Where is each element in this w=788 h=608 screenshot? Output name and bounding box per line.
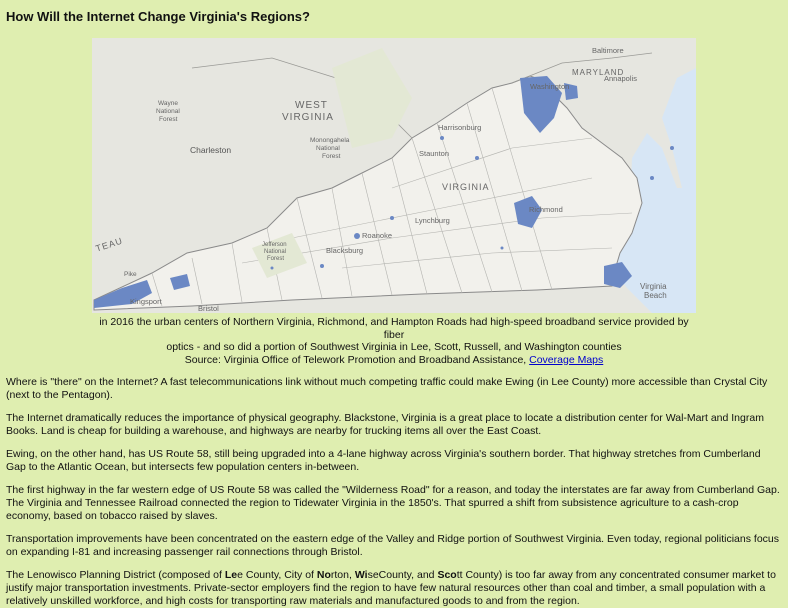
caption-source: Source: Virginia Office of Telework Promotion and Broadband Assistance,: [184, 353, 527, 366]
label-charleston: Charleston: [190, 145, 232, 155]
label-staunton: Staunton: [419, 149, 450, 158]
label-jefferson-1: Jefferson: [262, 242, 287, 248]
label-monongahela-2: National: [316, 145, 340, 152]
paragraph-6-text: e County, City of: [237, 569, 317, 581]
lee-abbrev: Le: [224, 569, 238, 581]
label-lynchburg: Lynchburg: [415, 216, 450, 225]
label-monongahela-3: Forest: [322, 153, 341, 160]
page-title: How Will the Internet Change Virginia's Regions?: [6, 9, 310, 24]
label-richmond: Richmond: [529, 205, 563, 214]
wise-abbrev: Wi: [354, 569, 368, 581]
paragraph-4: The first highway in the far western edge of US Route 58 was called the "Wilderness Road" for a reason, and today the interstates are far away from Cumberland Gap. The Virginia and Tennessee Railroad connected the region to Tidewater Virginia in the 1850's. That spurred a shift from subsistence agriculture to a cash-crop economy, based on tobacco raised by slaves.: [6, 484, 780, 522]
label-virginia-beach-2: Beach: [644, 291, 667, 300]
label-jefferson-3: Forest: [267, 256, 285, 262]
label-roanoke: Roanoke: [362, 231, 393, 240]
norton-abbrev: No: [316, 569, 331, 581]
label-jefferson-2: National: [264, 249, 287, 255]
paragraph-5: Transportation improvements have been concentrated on the eastern edge of the Valley and Ridge portion of Southwest Virginia. Even today, regional politicians focus on expanding I-81 and increasing passenger rail connections through Bristol.: [6, 533, 780, 558]
label-virginia-beach-1: Virginia: [640, 282, 667, 291]
scott-abbrev: Sco: [437, 569, 457, 581]
paragraph-6-text: The Lenowisco Planning District (composed of: [6, 569, 225, 581]
caption-line-2: optics - and so did a portion of Southwest Virginia in Lee, Scott, Russell, and Washington counties: [166, 341, 622, 353]
paragraph-3: Ewing, on the other hand, has US Route 58, still being upgraded into a 4-lane highway across Virginia's southern border. That highway stretches from Cumberland Gap to the Atlantic Ocean, but intersects few population centers in-between.: [6, 448, 761, 473]
label-washington: Washington: [530, 82, 570, 91]
coverage-maps-link[interactable]: Coverage Maps: [529, 353, 604, 366]
label-maryland: MARYLAND: [572, 68, 625, 77]
label-kingsport: Kingsport: [130, 297, 162, 306]
label-west-virginia-2: VIRGINIA: [282, 112, 334, 123]
label-tennessee: TEAU: [94, 235, 125, 254]
broadband-map: [92, 38, 696, 313]
paragraph-6-text: seCounty, and: [367, 569, 438, 581]
broadband-map-figure: [92, 38, 696, 366]
paragraph-6-text: rton,: [330, 569, 355, 581]
paragraph-1: Where is "there" on the Internet? A fast telecommunications link without much competing traffic could make Ewing (in Lee County) more accessible than Crystal City (next to the Pentagon).: [6, 376, 768, 401]
map-caption: [92, 316, 696, 366]
label-bristol: Bristol: [198, 304, 219, 313]
label-blacksburg: Blacksburg: [326, 246, 364, 255]
paragraph-2: The Internet dramatically reduces the importance of physical geography. Blackstone, Virginia is a great place to locate a distribution center for Wal-Mart and Ingram Books. Land is cheap for building a warehouse, and highways are nearby for trucking items all over the East Coast.: [6, 412, 764, 437]
label-pike: Pike: [124, 271, 137, 278]
paragraph-6-text: tt County) is too far away from any concentrated consumer market to justify major transportation investments. Private-sector employers find the region to have few natural resources other than coal and timber, a small population with a relatively unskilled workforce, and high costs for transporting raw materials and manufactured goods to and from the region.: [6, 569, 776, 607]
paragraph-6: [6, 569, 782, 608]
caption-line-1: in 2016 the urban centers of Northern Virginia, Richmond, and Hampton Roads had high-speed broadband service provided by fiber: [99, 316, 689, 341]
label-west-virginia-1: WEST: [295, 100, 328, 111]
label-wayne-3: Forest: [159, 116, 178, 123]
label-baltimore: Baltimore: [592, 46, 624, 55]
label-virginia: VIRGINIA: [442, 182, 490, 192]
label-harrisonburg: Harrisonburg: [438, 123, 482, 132]
label-annapolis: Annapolis: [604, 74, 637, 83]
label-monongahela-1: Monongahela: [310, 137, 350, 144]
caption-line-3: [92, 354, 696, 367]
label-wayne-1: Wayne: [158, 100, 178, 107]
label-wayne-2: National: [156, 108, 180, 115]
